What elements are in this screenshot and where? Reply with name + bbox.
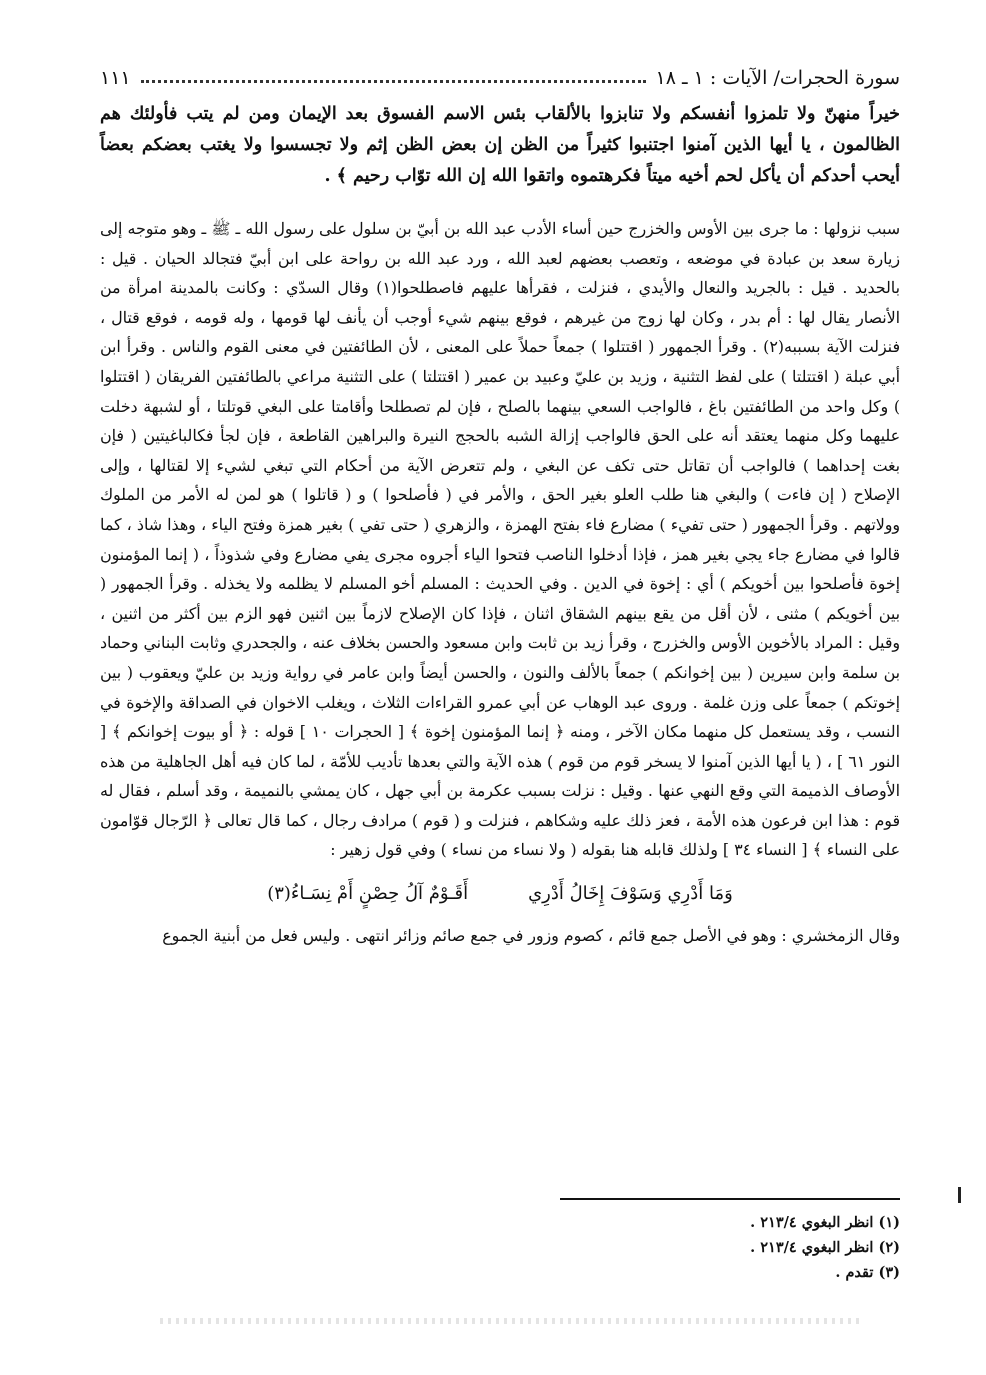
footnote-3: (٣) تقدم . bbox=[835, 1264, 900, 1281]
footnote-1: (١) انظر البغوي ٢١٣/٤ . bbox=[750, 1214, 900, 1231]
footnote-separator bbox=[560, 1198, 900, 1200]
scan-artifact bbox=[160, 1318, 860, 1324]
leader-dots bbox=[141, 70, 646, 83]
commentary-paragraph: سبب نزولها : ما جرى بين الأوس والخزرج حين أساء الأدب عبد الله بن أبيّ بن سلول على رسول الله ـ ﷺ ـ وهو متوجه إلى زيارة سعد بن عبادة في موضعه ، وتعصب بعضهم لعبد الله ، ورد عبد الله بن رواحة على ابن أبيّ فتجالد الحيان . قيل : بالحديد . قيل : بالجريد والنعال والأيدي ، فنزلت ، فقرأها عليهم فاصطلحوا(١) وقال السدّي : وكانت بالمدينة امرأة من الأنصار يقال لها : أم بدر ، وكان لها زوج من غيرهم ، فوقع بينهم شيء أوجب أن يأنف لها قومها ، وله قومه ، فوقع قتال ، فنزلت الآية بسببه(٢) . وقرأ الجمهور ( اقتتلوا ) جمعاً حملاً على المعنى ، لأن الطائفتين في معنى القوم والناس . وقرأ ابن أبي عبلة ( اقتتلتا ) على لفظ التثنية ، وزيد بن عليّ وعبيد بن عمير ( اقتتلتا ) على التثنية مراعي بالطائفتين الفريقان ( اقتتلوا ) وكل واحد من الطائفتين باغ ، فالواجب السعي بينهما بالصلح ، فإن لم تصطلحا وأقامتا على البغي قوتلتا ، أو لشبهة دخلت عليهما وكل منهما يعتقد أنه على الحق فالواجب إزالة الشبه بالحجج النيرة والبراهين القاطعة ، فإن لجأ فكالباغيتين ( فإن بغت إحداهما ) فالواجب أن تقاتل حتى تكف عن البغي ، ولم تتعرض الآية من أحكام التي تبغي لشيء إلا لقتالها ، وإلى الإصلاح ( إن فاءت ) والبغي هنا طلب العلو بغير الحق ، والأمر في ( فأصلحوا ) و ( قاتلوا ) هو لمن له الأمر من الملوك وولاتهم . وقرأ الجمهور ( حتى تفيء ) مضارع فاء بفتح الهمزة ، والزهري ( حتى تفي ) بغير همزة وفتح الياء ، وهذا شاذ ، كما قالوا في مضارع جاء يجي بغير همز ، فإذا أدخلوا الناصب فتحوا الياء أجروه مجرى يفي مضارع وفي شذوذاً ، ( إنما المؤمنون إخوة فأصلحوا بين أخويكم ) أي : إخوة في الدين . وفي الحديث : المسلم أخو المسلم لا يظلمه ولا يخذله . وقرأ الجمهور ( بين أخويكم ) مثنى ، لأن أقل من يقع بينهم الشقاق اثنان ، فإذا كان الإصلاح لازماً بين اثنين فهو الزم بين أكثر من اثنين ، وقيل : المراد بالأخوين الأوس والخزرج ، وقرأ زيد بن ثابت وابن مسعود والحسن بخلاف عنه ، والجحدري وثابت البناني وحماد بن سلمة وابن سيرين ( بين إخوانكم ) جمعاً بالألف والنون ، والحسن أيضاً وابن عامر في رواية وزيد بن عليّ ويعقوب ( بين إخوتكم ) جمعاً على وزن غلمة . وروى عبد الوهاب عن أبي عمرو القراءات الثلاث ، ويغلب الاخوان في الصداقة والإخوة في النسب ، وقد يستعمل كل منهما مكان الآخر ، ومنه ﴿ إنما المؤمنون إخوة ﴾ [ الحجرات ١٠ ] قوله : ﴿ أو بيوت إخوانكم ﴾ [ النور ٦١ ] ، ( يا أيها الذين آمنوا لا يسخر قوم من قوم ) هذه الآية والتي بعدها تأديب للأمّة ، لما كان فيه أهل الجاهلية من هذه الأوصاف الذميمة التي وقع النهي عنها . وقيل : نزلت بسبب عكرمة بن أبي جهل ، كان يمشي بالنميمة ، وقد أسلم ، فقال له قوم : هذا ابن فرعون هذه الأمة ، فعز ذلك عليه وشكاهم ، فنزلت و ( قوم ) مرادف رجال ، كما قال تعالى ﴿ الرّجال قوّامون على النساء ﴾ [ النساء ٣٤ ] ولذلك قابله هنا بقوله ( ولا نساء من نساء ) وفي قول زهير : bbox=[100, 219, 901, 860]
book-page bbox=[100, 55, 900, 1315]
poem-second-hemistich: أَقَـوْمٌ آلُ حِصْنٍ أَمْ نِسَـاءُ(٣) bbox=[267, 883, 469, 905]
page-number: ١١١ bbox=[100, 67, 131, 89]
footnotes bbox=[100, 1210, 900, 1285]
running-head bbox=[100, 55, 900, 89]
quran-verse-text: خيراً منهنّ ولا تلمزوا أنفسكم ولا تنابزوا بالألقاب بئس الاسم الفسوق بعد الإيمان ومن لم يتب فأولئك هم الظالمون ، يا أيها الذين آمنوا اجتنبوا كثيراً من الظن إن بعض الظن إثم ولا تجسسوا ولا يغتب بعضكم بعضاً أيحب أحدكم أن يأكل لحم أخيه ميتاً فكرهتموه واتقوا الله إن الله توّاب رحيم ﴾ . bbox=[100, 104, 900, 186]
footnote-2: (٢) انظر البغوي ٢١٣/٤ . bbox=[750, 1239, 900, 1256]
poem-verse bbox=[100, 881, 900, 907]
commentary-continuation: وقال الزمخشري : وهو في الأصل جمع قائم ، كصوم وزور في جمع صائم وزائر انتهى . وليس فعل من أبنية الجموع bbox=[162, 926, 900, 946]
running-head-title: سورة الحجرات/ الآيات : ١ ـ ١٨ bbox=[655, 67, 900, 89]
margin-mark bbox=[958, 1187, 961, 1203]
poem-first-hemistich: وَمَا أَدْرِي وَسَوْفَ إِخَالُ أَدْرِي bbox=[528, 883, 733, 905]
